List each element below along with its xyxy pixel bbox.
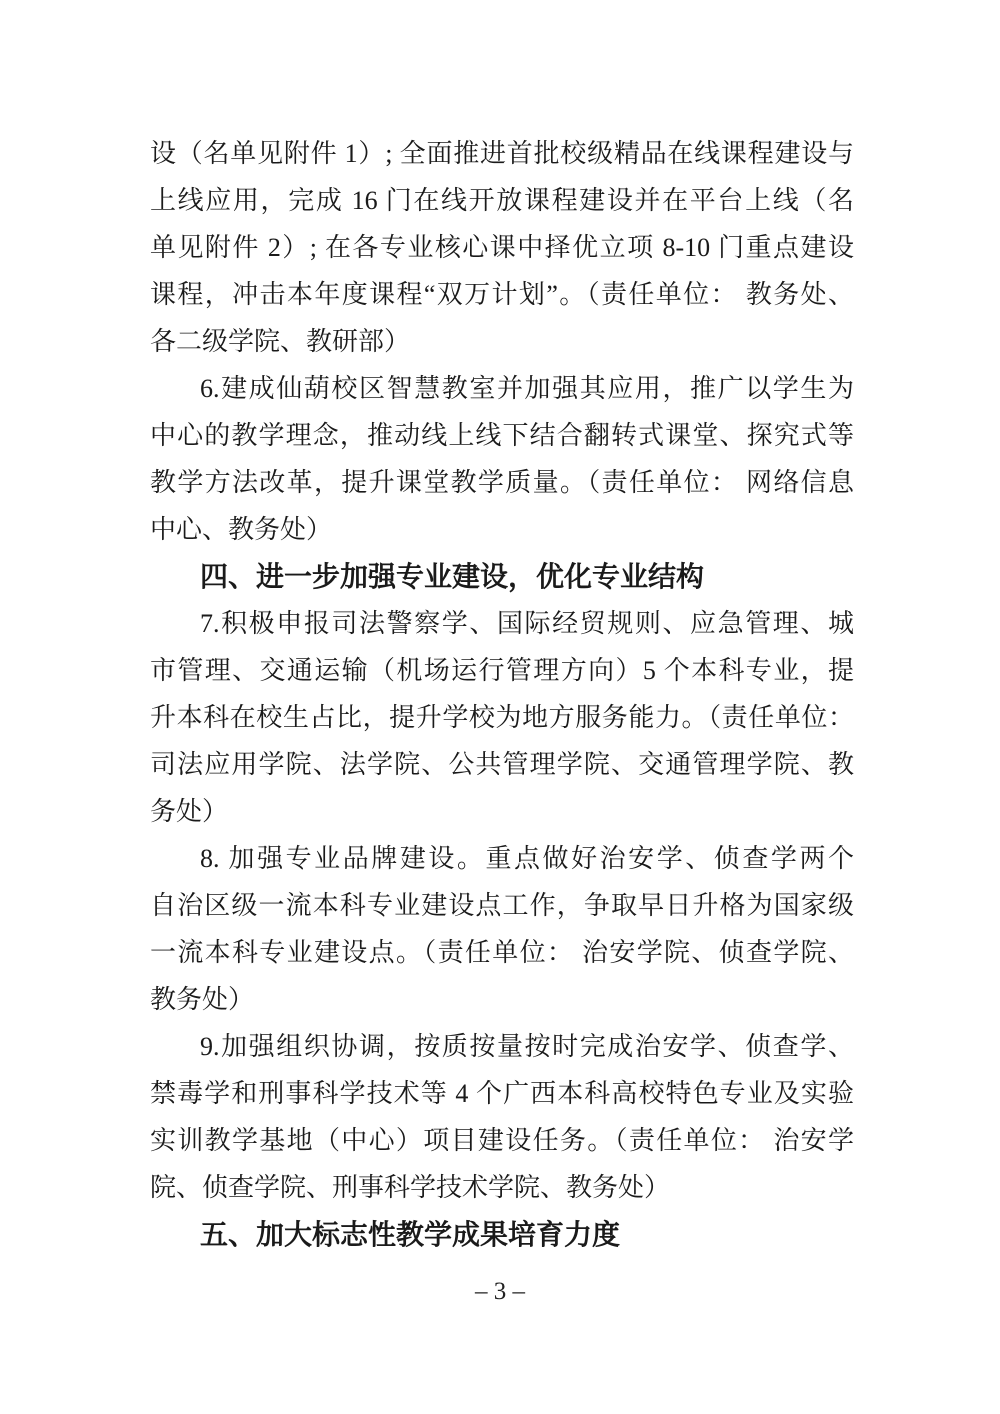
text-line: 课程，冲击本年度课程“双万计划”。（责任单位： 教务处、 [150, 280, 854, 309]
text-line: 教务处） [150, 985, 255, 1014]
text-line: 禁毒学和刑事科学技术等 4 个广西本科高校特色专业及实验 [150, 1079, 854, 1108]
text-line: 上线应用，完成 16 门在线开放课程建设并在平台上线（名 [150, 186, 854, 215]
text-line: 自治区级一流本科专业建设点工作，争取早日升格为国家级 [150, 891, 854, 920]
text-line: 升本科在校生占比，提升学校为地方服务能力。（责任单位： [150, 703, 854, 732]
text-line: 一流本科专业建设点。（责任单位： 治安学院、侦查学院、 [150, 938, 854, 967]
section-heading: 五、加大标志性教学成果培育力度 [200, 1219, 621, 1250]
text-line: 7.积极申报司法警察学、国际经贸规则、应急管理、城 [200, 609, 854, 638]
page-number: – 3 – [475, 1278, 525, 1305]
text-line: 设（名单见附件 1）; 全面推进首批校级精品在线课程建设与 [150, 139, 854, 168]
text-line: 市管理、交通运输（机场运行管理方向）5 个本科专业，提 [150, 656, 854, 685]
text-line: 院、侦查学院、刑事科学技术学院、教务处） [150, 1173, 671, 1202]
text-line: 教学方法改革，提升课堂教学质量。（责任单位： 网络信息 [150, 468, 854, 497]
text-line: 8. 加强专业品牌建设。重点做好治安学、侦查学两个 [200, 844, 854, 873]
section-heading: 四、进一步加强专业建设，优化专业结构 [200, 561, 705, 592]
text-line: 务处） [150, 797, 229, 826]
text-line: 单见附件 2）; 在各专业核心课中择优立项 8-10 门重点建设 [150, 233, 854, 262]
document-body [150, 130, 854, 1258]
text-line: 实训教学基地（中心）项目建设任务。（责任单位： 治安学 [150, 1126, 854, 1155]
text-line: 司法应用学院、法学院、公共管理学院、交通管理学院、教 [150, 750, 854, 779]
text-line: 9.加强组织协调，按质按量按时完成治安学、侦查学、 [200, 1032, 854, 1061]
text-line: 中心、教务处） [150, 515, 333, 544]
text-line: 中心的教学理念，推动线上线下结合翻转式课堂、探究式等 [150, 421, 854, 450]
text-line: 各二级学院、教研部） [150, 327, 411, 356]
text-line: 6.建成仙葫校区智慧教室并加强其应用，推广以学生为 [200, 374, 854, 403]
